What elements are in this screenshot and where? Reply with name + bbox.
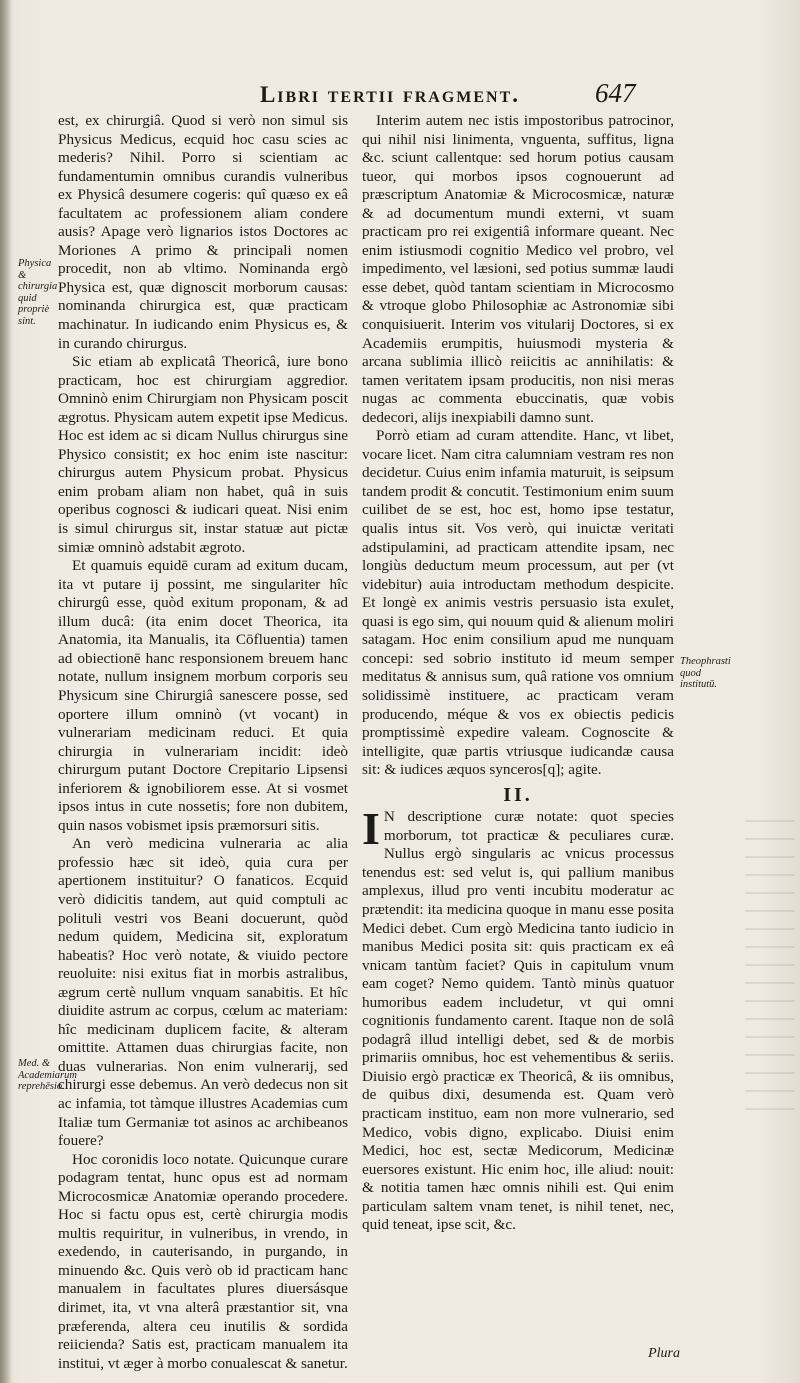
margin-note: Med. & Academiarum reprehēsio. [18,1058,77,1092]
section-number: II. [503,783,533,806]
running-head: Libri tertii fragment. [259,82,521,107]
paragraph: Porrò etiam ad curam attendite. Hanc, vt libet, vocare licet. Nam citra calumniam vestram res non decidetur. Cuius enim infamia maturuit, is seipsum tandem prodit & concutit. Testimonium enim suum cuilibet de se est, hoc est, homo ipse testatur, qualis intus sit. Vos verò, qui inuictæ veritati adstipulamini, ad practicam attendite ipsam, nec longiùs deductum meum processum, aut per (vt videbitur) auia introductam methodum despicite. Et longè ex animis vestris persuasio ista exulet, quasi is ego sim, qui nouum quid & alienum moliri satagam. Hoc enim consilium apud me nunquam concepi: sed sobrio instituto id meum semper meditatus & annisus sum, quâ ratione vos omnium solidissimè instituere, ac practicam veram producendo, méque & vos ex obiectis pedicis promptissimè expedire valeam. Cognoscite & intelligite, quæ partis vtriusque iudicandæ causa sit: & iudices æquos synceros[q]; agite. [362,427,674,779]
page-number: 647 [595,78,636,108]
paragraph: Sic etiam ab explicatâ Theoricâ, iure bono practicam, hoc est chirurgiam aggredior. Omninò enim Chirurgiam non Physicam poscit ægrotus. Physicam autem expetit ipse Medicus. Hoc est idem ac si dicam Nullus chirurgus sine Physico consistit; ex hoc enim iste nascitur: chirurgus autem Physicum probat. Physicus enim probam aliam non habet, quâ in suis operibus cognosci & iudicari queat. Nisi enim is simul chirurgus sit, instar statuæ aut pictæ simiæ omninò adstabit ægroto. [58,353,348,556]
catchword: Plura [648,1346,680,1361]
section-paragraph [362,803,674,1235]
show-through-text [745,820,795,1120]
margin-note: Physica & chirurgia quid propriè sint. [18,258,58,327]
paragraph: est, ex chirurgiâ. Quod si verò non simul sis Physicus Medicus, ecquid hoc casu scies ac mederis? Nihil. Porro si scientiam ac fundamentumin omnibus curandis vulneribus ex Physicâ desumere cogeris: quî quæso ex eâ facultatem ac professionem aliam condere ausis? Apage verò lignarios istos Doctores ac Moriones A primo & principali nomen procedit, non ab vltimo. Nominanda ergò Physica est, quæ dignoscit morborum causas: nominanda chirurgica est, quæ practicam machinatur. In iudicando enim Physicus es, & in curando chirurgus. [58,112,348,352]
right-column [362,112,674,1235]
margin-note: Theophrasti quod institutū. [680,656,731,690]
section-text: N descriptione curæ notate: quot species morborum, tot practicæ & peculiares curæ. Nullus ergò singularis ac vnicus processus tenendus est: sed velut is, qui pallium manibus amplexus, illud pro venti incubitu moderatur ac prætendit: ita medicina quoque in manu esse posita Medici debet. Cum ergò Medicina tanto iudicio in manibus Medici posita sit: quis practicam ex eâ vnicam tantùm faciet? Quis in capitulum vnum eam coget? Nemo quidem. Tantò minùs quatuor humoribus eadem includetur, vt qui omni cognitionis fundamento carent. Itaque non de solâ podagrâ illud intelligi debet, sed & de morbis primariis omnibus, hoc est vehementibus & seriis. Diuisio ergò practicæ ex Theoricâ, & iis omnibus, de quibus dixi, desumenda est. Quam verò practicam instituo, eam non more vulnerario, sed Medico, vobis digno, explicabo. Diuisi enim Medici, hoc est, sectæ Medicorum, Medicinæ euersores existunt. Hic enim hoc, ille aliud: nouit: & notitia tamen hæc omnis nihili est. Qui enim particulam saltem vnam tenet, is nihil tenet, nec, quid teneat, ipse scit, &c. [362,808,674,1234]
page-header [0,72,800,112]
paragraph: Hoc coronidis loco notate. Quicunque curare podagram tentat, hunc opus est ad normam Microcosmicæ Anatomiæ operando procedere. Hoc si factu opus est, certè chirurgia modis multis requiritur, in vulneribus, in vrendo, in exedendo, in cauterisando, in purgando, in minuendo &c. Quis verò ob id practicam hanc manualem in facultates plures diuersásque dirimet, ita, vt vna alterâ præstantior sit, vna præferenda, altera ceu inutilis & sordida reiicienda? Satis est, practicam manualem ita institui, vt æger à morbo conualescat & sanetur. [58,1150,348,1372]
gutter-shadow [0,0,12,1383]
paragraph: Interim autem nec istis impostoribus patrocinor, qui nihil nisi linimenta, vnguenta, suffitus, ligna &c. sciunt callentque: sed horum potius causam tueor, qui morbos ipsos cognouerunt ad præscriptum Anatomiæ & Microcosmicæ, naturæ & ad documentum mundi externi, vt suam practicam pro rei exigentiâ informare queant. Nec enim istiusmodi cognitio Medico vel probro, vel impedimento, vel læsioni, sed potius summæ laudi esse debet, quòd tantam scientiam in Microcosmo & vtroque globo Philosophiæ ac Astronomiæ sibi conquisiuerit. Interim vos vitularij Doctores, si ex Academiis erumpitis, huiusmodi mysteria & arcana sublimia illicò reiicitis ac annihilatis: & tamen veritatem ipsam producitis, non nisi meras nugas ac commenta ebuccinatis, quæ vobis dedecori, alijs inexpiabili damno sunt. [362,112,674,426]
left-column [58,112,348,1373]
paragraph: An verò medicina vulneraria ac alia professio hæc sit ideò, quia cura per apertionem instituitur? O fanaticos. Ecquid verò didicitis tandem, aut quid comptuli ac polituli vestri vos Beani docuerunt, quòd nedum quidem, Medicina sit, exploratum habeatis? Hoc verò notate, & viuido pectore reuoluite: nisi exitus fiat in morbis astralibus, ægrum certè nullum vnquam sanabitis. Et hîc diuidite astrum ac corpus, cœlum ac materiam: hîc medicinam duplicem facite, & alteram omittite. Attamen duas chirurgias facite, non duas vulnerarias. Non enim vulnerarij, sed chirurgi esse debemus. An verò dedecus non sit ac infamia, tot tàmque illustres Academias cum Italiæ tum Germaniæ tot asinos ac archibeanos fouere? [58,835,348,1150]
drop-cap: I [362,803,380,855]
paragraph: Et quamuis equidē curam ad exitum ducam, ita vt putare ij possint, me singulariter hîc chirurgû esse, quòd exitum proponam, & ad illum ducâ: (ita enim docet Theorica, ita Anatomia, ita Manualis, ita Cōfluentia) tamen ad obiectionē hanc responsionem breuem hanc notate, nullum insignem morbum corporis seu Physicum sine Chirurgiâ sanescere posse, sed oportere illum omninò (vt vocant) in vulnerariam medicinam reduci. Et quia chirurgia in vulnerariam incidit: ideò chirurgum putant Doctore Crepitario Lipsensi inferiorem & ignobiliorem esse. At si vosmet ipsos intus in cute nossetis; fore non dubitem, quin nasos vobismet ipsis præmorsuri sitis. [58,557,348,834]
